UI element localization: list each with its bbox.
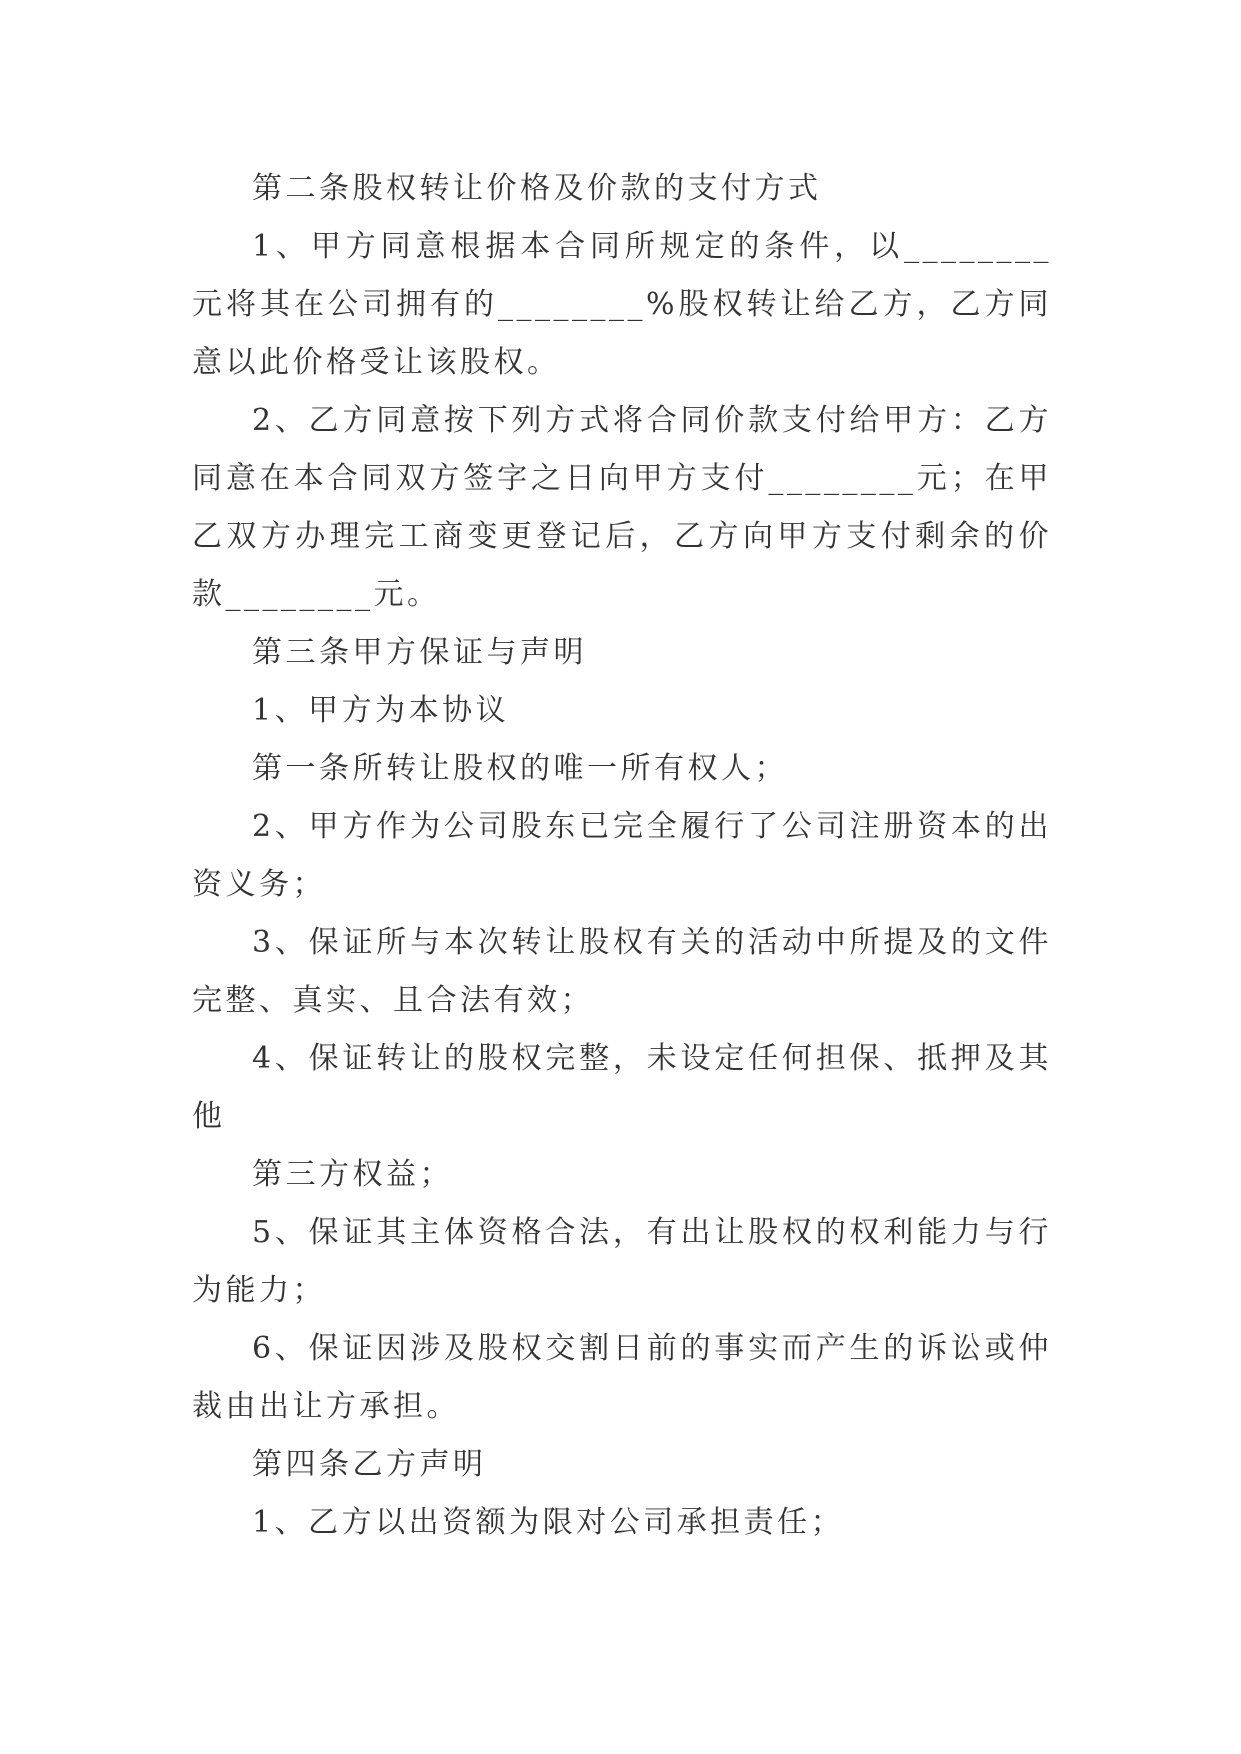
paragraph-4-1: 1、乙方以出资额为限对公司承担责任；	[252, 1505, 845, 1540]
paragraph-3-3: 3、保证所与本次转让股权有关的活动中所提及的文件完整、真实、且合法有效；	[192, 925, 1052, 1018]
paragraph-3-6: 6、保证因涉及股权交割日前的事实而产生的诉讼或仲裁由出让方承担。	[192, 1331, 1052, 1424]
paragraph-2-2: 2、乙方同意按下列方式将合同价款支付给甲方：乙方同意在本合同双方签字之日向甲方支付________元；在甲乙双方办理完工商变更登记后，乙方向甲方支付剩余的价款________元。	[192, 403, 1052, 612]
paragraph-3-4-continued: 第三方权益；	[252, 1157, 453, 1192]
paragraph-3-5: 5、保证其主体资格合法，有出让股权的权利能力与行为能力；	[192, 1215, 1052, 1308]
document-body	[192, 160, 1052, 1552]
section-heading-article-4: 第四条乙方声明	[252, 1447, 487, 1482]
paragraph-2-1: 1、甲方同意根据本合同所规定的条件，以________元将其在公司拥有的________%股权转让给乙方，乙方同意以此价格受让该股权。	[192, 229, 1052, 380]
section-heading-article-3: 第三条甲方保证与声明	[252, 635, 587, 670]
paragraph-3-1: 1、甲方为本协议	[252, 693, 510, 728]
section-heading-article-2: 第二条股权转让价格及价款的支付方式	[252, 171, 822, 206]
paragraph-3-1-continued: 第一条所转让股权的唯一所有权人；	[252, 751, 788, 786]
paragraph-3-4: 4、保证转让的股权完整，未设定任何担保、抵押及其他	[192, 1041, 1052, 1134]
paragraph-3-2: 2、甲方作为公司股东已完全履行了公司注册资本的出资义务；	[192, 809, 1052, 902]
